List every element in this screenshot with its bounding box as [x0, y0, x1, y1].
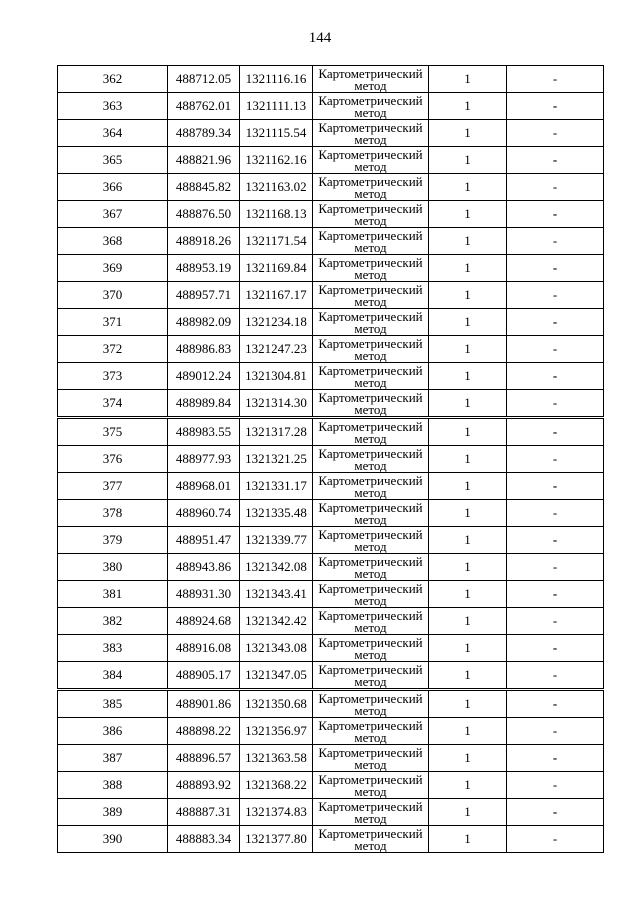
method-cell	[313, 826, 429, 853]
method-cell	[313, 554, 429, 581]
y-coordinate-cell: 1321317.28	[240, 418, 313, 446]
point-number-cell: 373	[58, 363, 168, 390]
dash-cell: -	[507, 500, 604, 527]
y-coordinate-cell: 1321171.54	[240, 228, 313, 255]
method-label-line2: метод	[354, 401, 387, 417]
count-cell: 1	[429, 201, 507, 228]
table-row	[58, 500, 604, 527]
count-cell: 1	[429, 608, 507, 635]
dash-cell: -	[507, 662, 604, 690]
method-label-line1: Картометрический	[318, 308, 423, 324]
method-label-line2: метод	[354, 511, 387, 527]
y-coordinate-cell: 1321339.77	[240, 527, 313, 554]
y-coordinate-cell: 1321304.81	[240, 363, 313, 390]
method-label-line2: метод	[354, 756, 387, 772]
y-coordinate-cell: 1321377.80	[240, 826, 313, 853]
method-label-line2: метод	[354, 646, 387, 662]
point-number-cell: 390	[58, 826, 168, 853]
point-number-cell: 367	[58, 201, 168, 228]
y-coordinate-cell: 1321115.54	[240, 120, 313, 147]
method-label-line1: Картометрический	[318, 200, 423, 216]
method-cell	[313, 228, 429, 255]
method-label-line2: метод	[354, 484, 387, 500]
point-number-cell: 383	[58, 635, 168, 662]
method-label-line2: метод	[354, 592, 387, 608]
method-label-line2: метод	[354, 131, 387, 147]
table-row	[58, 527, 604, 554]
dash-cell: -	[507, 826, 604, 853]
dash-cell: -	[507, 446, 604, 473]
dash-cell: -	[507, 93, 604, 120]
dash-cell: -	[507, 718, 604, 745]
method-cell	[313, 745, 429, 772]
y-coordinate-cell: 1321314.30	[240, 390, 313, 418]
x-coordinate-cell: 488901.86	[168, 690, 240, 718]
point-number-cell: 363	[58, 93, 168, 120]
method-label-line1: Картометрический	[318, 119, 423, 135]
method-cell	[313, 418, 429, 446]
method-label-line1: Картометрический	[318, 580, 423, 596]
table-row	[58, 336, 604, 363]
count-cell: 1	[429, 228, 507, 255]
y-coordinate-cell: 1321163.02	[240, 174, 313, 201]
point-number-cell: 388	[58, 772, 168, 799]
count-cell: 1	[429, 500, 507, 527]
point-number-cell: 370	[58, 282, 168, 309]
method-label-line1: Картометрический	[318, 661, 423, 677]
dash-cell: -	[507, 772, 604, 799]
x-coordinate-cell: 488845.82	[168, 174, 240, 201]
method-cell	[313, 772, 429, 799]
y-coordinate-cell: 1321168.13	[240, 201, 313, 228]
method-cell	[313, 799, 429, 826]
x-coordinate-cell: 488883.34	[168, 826, 240, 853]
x-coordinate-cell: 488896.57	[168, 745, 240, 772]
method-label-line1: Картометрический	[318, 553, 423, 569]
table-row	[58, 228, 604, 255]
method-label-line1: Картометрический	[318, 798, 423, 814]
method-cell	[313, 446, 429, 473]
x-coordinate-cell: 488960.74	[168, 500, 240, 527]
point-number-cell: 376	[58, 446, 168, 473]
count-cell: 1	[429, 120, 507, 147]
method-cell	[313, 390, 429, 418]
coordinates-table	[57, 65, 604, 853]
y-coordinate-cell: 1321116.16	[240, 66, 313, 93]
page-number: 144	[308, 30, 332, 46]
count-cell: 1	[429, 635, 507, 662]
y-coordinate-cell: 1321169.84	[240, 255, 313, 282]
method-cell	[313, 255, 429, 282]
table-row	[58, 662, 604, 690]
method-label-line1: Картометрический	[318, 146, 423, 162]
method-cell	[313, 282, 429, 309]
dash-cell: -	[507, 473, 604, 500]
method-label-line1: Картометрический	[318, 744, 423, 760]
point-number-cell: 377	[58, 473, 168, 500]
count-cell: 1	[429, 147, 507, 174]
dash-cell: -	[507, 336, 604, 363]
dash-cell: -	[507, 309, 604, 336]
method-label-line2: метод	[354, 320, 387, 336]
method-label-line1: Картометрический	[318, 65, 423, 81]
method-cell	[313, 718, 429, 745]
method-label-line1: Картометрический	[318, 418, 423, 434]
y-coordinate-cell: 1321162.16	[240, 147, 313, 174]
table-row	[58, 608, 604, 635]
count-cell: 1	[429, 554, 507, 581]
dash-cell: -	[507, 120, 604, 147]
count-cell: 1	[429, 93, 507, 120]
method-label-line1: Картометрический	[318, 499, 423, 515]
y-coordinate-cell: 1321342.08	[240, 554, 313, 581]
y-coordinate-cell: 1321335.48	[240, 500, 313, 527]
table-row	[58, 255, 604, 282]
method-cell	[313, 174, 429, 201]
x-coordinate-cell: 488905.17	[168, 662, 240, 690]
point-number-cell: 389	[58, 799, 168, 826]
method-cell	[313, 363, 429, 390]
point-number-cell: 364	[58, 120, 168, 147]
y-coordinate-cell: 1321347.05	[240, 662, 313, 690]
count-cell: 1	[429, 527, 507, 554]
y-coordinate-cell: 1321342.42	[240, 608, 313, 635]
method-label-line1: Картометрический	[318, 771, 423, 787]
table-row	[58, 363, 604, 390]
dash-cell: -	[507, 390, 604, 418]
table-row	[58, 473, 604, 500]
point-number-cell: 366	[58, 174, 168, 201]
method-label-line1: Картометрический	[318, 254, 423, 270]
method-label-line2: метод	[354, 239, 387, 255]
table-row	[58, 718, 604, 745]
count-cell: 1	[429, 363, 507, 390]
method-cell	[313, 608, 429, 635]
point-number-cell: 379	[58, 527, 168, 554]
method-label-line2: метод	[354, 729, 387, 745]
count-cell: 1	[429, 581, 507, 608]
method-label-line2: метод	[354, 104, 387, 120]
point-number-cell: 386	[58, 718, 168, 745]
y-coordinate-cell: 1321350.68	[240, 690, 313, 718]
x-coordinate-cell: 488712.05	[168, 66, 240, 93]
x-coordinate-cell: 488968.01	[168, 473, 240, 500]
dash-cell: -	[507, 635, 604, 662]
x-coordinate-cell: 488887.31	[168, 799, 240, 826]
count-cell: 1	[429, 390, 507, 418]
x-coordinate-cell: 488924.68	[168, 608, 240, 635]
method-cell	[313, 120, 429, 147]
point-number-cell: 381	[58, 581, 168, 608]
point-number-cell: 387	[58, 745, 168, 772]
y-coordinate-cell: 1321247.23	[240, 336, 313, 363]
method-label-line2: метод	[354, 347, 387, 363]
table-row	[58, 174, 604, 201]
method-label-line1: Картометрический	[318, 825, 423, 841]
table-row	[58, 282, 604, 309]
method-cell	[313, 500, 429, 527]
method-cell	[313, 309, 429, 336]
dash-cell: -	[507, 147, 604, 174]
method-cell	[313, 581, 429, 608]
method-cell	[313, 473, 429, 500]
count-cell: 1	[429, 309, 507, 336]
table-row	[58, 93, 604, 120]
count-cell: 1	[429, 662, 507, 690]
method-label-line1: Картометрический	[318, 445, 423, 461]
method-label-line2: метод	[354, 293, 387, 309]
table-row	[58, 446, 604, 473]
method-label-line1: Картометрический	[318, 607, 423, 623]
method-cell	[313, 635, 429, 662]
dash-cell: -	[507, 745, 604, 772]
method-label-line2: метод	[354, 783, 387, 799]
method-label-line1: Картометрический	[318, 526, 423, 542]
x-coordinate-cell: 489012.24	[168, 363, 240, 390]
count-cell: 1	[429, 418, 507, 446]
x-coordinate-cell: 488918.26	[168, 228, 240, 255]
table-row	[58, 826, 604, 853]
table-row	[58, 581, 604, 608]
count-cell: 1	[429, 336, 507, 363]
point-number-cell: 372	[58, 336, 168, 363]
method-label-line2: метод	[354, 565, 387, 581]
method-label-line2: метод	[354, 538, 387, 554]
x-coordinate-cell: 488989.84	[168, 390, 240, 418]
table-row	[58, 201, 604, 228]
y-coordinate-cell: 1321111.13	[240, 93, 313, 120]
y-coordinate-cell: 1321363.58	[240, 745, 313, 772]
y-coordinate-cell: 1321374.83	[240, 799, 313, 826]
dash-cell: -	[507, 255, 604, 282]
point-number-cell: 365	[58, 147, 168, 174]
method-label-line1: Картометрический	[318, 717, 423, 733]
dash-cell: -	[507, 554, 604, 581]
x-coordinate-cell: 488983.55	[168, 418, 240, 446]
table-row	[58, 690, 604, 718]
count-cell: 1	[429, 66, 507, 93]
method-label-line1: Картометрический	[318, 281, 423, 297]
table-row	[58, 390, 604, 418]
x-coordinate-cell: 488951.47	[168, 527, 240, 554]
table-row	[58, 120, 604, 147]
method-cell	[313, 66, 429, 93]
method-cell	[313, 527, 429, 554]
x-coordinate-cell: 488977.93	[168, 446, 240, 473]
point-number-cell: 371	[58, 309, 168, 336]
point-number-cell: 375	[58, 418, 168, 446]
count-cell: 1	[429, 826, 507, 853]
method-label-line1: Картометрический	[318, 389, 423, 405]
table-row	[58, 66, 604, 93]
count-cell: 1	[429, 255, 507, 282]
dash-cell: -	[507, 174, 604, 201]
table-body	[58, 66, 604, 853]
method-label-line1: Картометрический	[318, 634, 423, 650]
method-label-line1: Картометрический	[318, 92, 423, 108]
x-coordinate-cell: 488821.96	[168, 147, 240, 174]
count-cell: 1	[429, 174, 507, 201]
y-coordinate-cell: 1321343.41	[240, 581, 313, 608]
count-cell: 1	[429, 473, 507, 500]
y-coordinate-cell: 1321234.18	[240, 309, 313, 336]
count-cell: 1	[429, 282, 507, 309]
point-number-cell: 362	[58, 66, 168, 93]
x-coordinate-cell: 488953.19	[168, 255, 240, 282]
method-cell	[313, 147, 429, 174]
x-coordinate-cell: 488762.01	[168, 93, 240, 120]
x-coordinate-cell: 488916.08	[168, 635, 240, 662]
x-coordinate-cell: 488986.83	[168, 336, 240, 363]
method-cell	[313, 93, 429, 120]
method-label-line1: Картометрический	[318, 362, 423, 378]
dash-cell: -	[507, 201, 604, 228]
method-cell	[313, 201, 429, 228]
method-cell	[313, 662, 429, 690]
point-number-cell: 369	[58, 255, 168, 282]
point-number-cell: 368	[58, 228, 168, 255]
x-coordinate-cell: 488943.86	[168, 554, 240, 581]
table-row	[58, 418, 604, 446]
method-label-line1: Картометрический	[318, 690, 423, 706]
point-number-cell: 374	[58, 390, 168, 418]
dash-cell: -	[507, 608, 604, 635]
count-cell: 1	[429, 690, 507, 718]
dash-cell: -	[507, 228, 604, 255]
count-cell: 1	[429, 718, 507, 745]
method-label-line1: Картометрический	[318, 227, 423, 243]
method-label-line2: метод	[354, 430, 387, 446]
dash-cell: -	[507, 282, 604, 309]
method-label-line2: метод	[354, 673, 387, 689]
point-number-cell: 385	[58, 690, 168, 718]
method-label-line2: метод	[354, 837, 387, 853]
x-coordinate-cell: 488893.92	[168, 772, 240, 799]
dash-cell: -	[507, 363, 604, 390]
method-label-line2: метод	[354, 702, 387, 718]
method-label-line2: метод	[354, 185, 387, 201]
x-coordinate-cell: 488957.71	[168, 282, 240, 309]
x-coordinate-cell: 488982.09	[168, 309, 240, 336]
table-row	[58, 309, 604, 336]
count-cell: 1	[429, 772, 507, 799]
method-label-line2: метод	[354, 374, 387, 390]
table-row	[58, 772, 604, 799]
dash-cell: -	[507, 527, 604, 554]
method-label-line2: метод	[354, 457, 387, 473]
method-label-line2: метод	[354, 158, 387, 174]
method-label-line2: метод	[354, 619, 387, 635]
y-coordinate-cell: 1321356.97	[240, 718, 313, 745]
method-label-line2: метод	[354, 212, 387, 228]
dash-cell: -	[507, 690, 604, 718]
method-label-line2: метод	[354, 810, 387, 826]
method-cell	[313, 690, 429, 718]
table-row	[58, 745, 604, 772]
table-row	[58, 799, 604, 826]
point-number-cell: 382	[58, 608, 168, 635]
y-coordinate-cell: 1321343.08	[240, 635, 313, 662]
y-coordinate-cell: 1321321.25	[240, 446, 313, 473]
table-row	[58, 635, 604, 662]
y-coordinate-cell: 1321368.22	[240, 772, 313, 799]
x-coordinate-cell: 488789.34	[168, 120, 240, 147]
method-label-line1: Картометрический	[318, 335, 423, 351]
table-row	[58, 147, 604, 174]
x-coordinate-cell: 488898.22	[168, 718, 240, 745]
x-coordinate-cell: 488876.50	[168, 201, 240, 228]
y-coordinate-cell: 1321331.17	[240, 473, 313, 500]
dash-cell: -	[507, 799, 604, 826]
point-number-cell: 384	[58, 662, 168, 690]
count-cell: 1	[429, 446, 507, 473]
point-number-cell: 380	[58, 554, 168, 581]
y-coordinate-cell: 1321167.17	[240, 282, 313, 309]
dash-cell: -	[507, 418, 604, 446]
method-label-line2: метод	[354, 266, 387, 282]
method-label-line1: Картометрический	[318, 472, 423, 488]
count-cell: 1	[429, 745, 507, 772]
dash-cell: -	[507, 581, 604, 608]
count-cell: 1	[429, 799, 507, 826]
dash-cell: -	[507, 66, 604, 93]
method-cell	[313, 336, 429, 363]
table-row	[58, 554, 604, 581]
method-label-line1: Картометрический	[318, 173, 423, 189]
x-coordinate-cell: 488931.30	[168, 581, 240, 608]
method-label-line2: метод	[354, 77, 387, 93]
point-number-cell: 378	[58, 500, 168, 527]
